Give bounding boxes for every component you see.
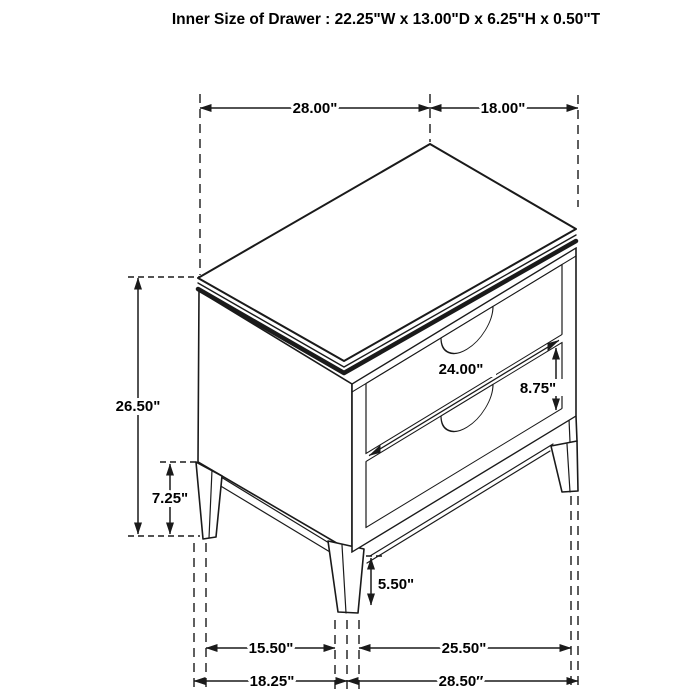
dim-label-top-depth: 18.00"	[480, 100, 526, 117]
dim-label-leg-span-front-inner: 15.50"	[248, 640, 294, 657]
front-leg	[328, 541, 364, 613]
drawer-inner-size-title: Inner Size of Drawer : 22.25"W x 13.00"D x 6.25"H x 0.50"T	[171, 11, 601, 28]
left-leg	[196, 462, 222, 539]
right-leg	[551, 441, 578, 492]
dim-label-base-clearance: 7.25"	[151, 490, 189, 507]
dim-label-leg-span-side-outer: 28.50″	[438, 673, 484, 690]
dim-label-leg-span-side-inner: 25.50"	[441, 640, 487, 657]
nightstand-drawing	[196, 144, 578, 613]
dim-label-top-width: 28.00"	[292, 100, 338, 117]
right-corner-post	[576, 416, 577, 441]
dim-label-overall-height: 26.50"	[115, 398, 161, 415]
dim-label-drawer-height: 8.75"	[519, 380, 557, 397]
right-corner-post-edge	[569, 419, 570, 442]
dim-label-drawer-width: 24.00"	[438, 361, 484, 378]
dim-label-leg-height: 5.50"	[377, 576, 415, 593]
dim-label-leg-span-front-outer: 18.25"	[249, 673, 295, 690]
